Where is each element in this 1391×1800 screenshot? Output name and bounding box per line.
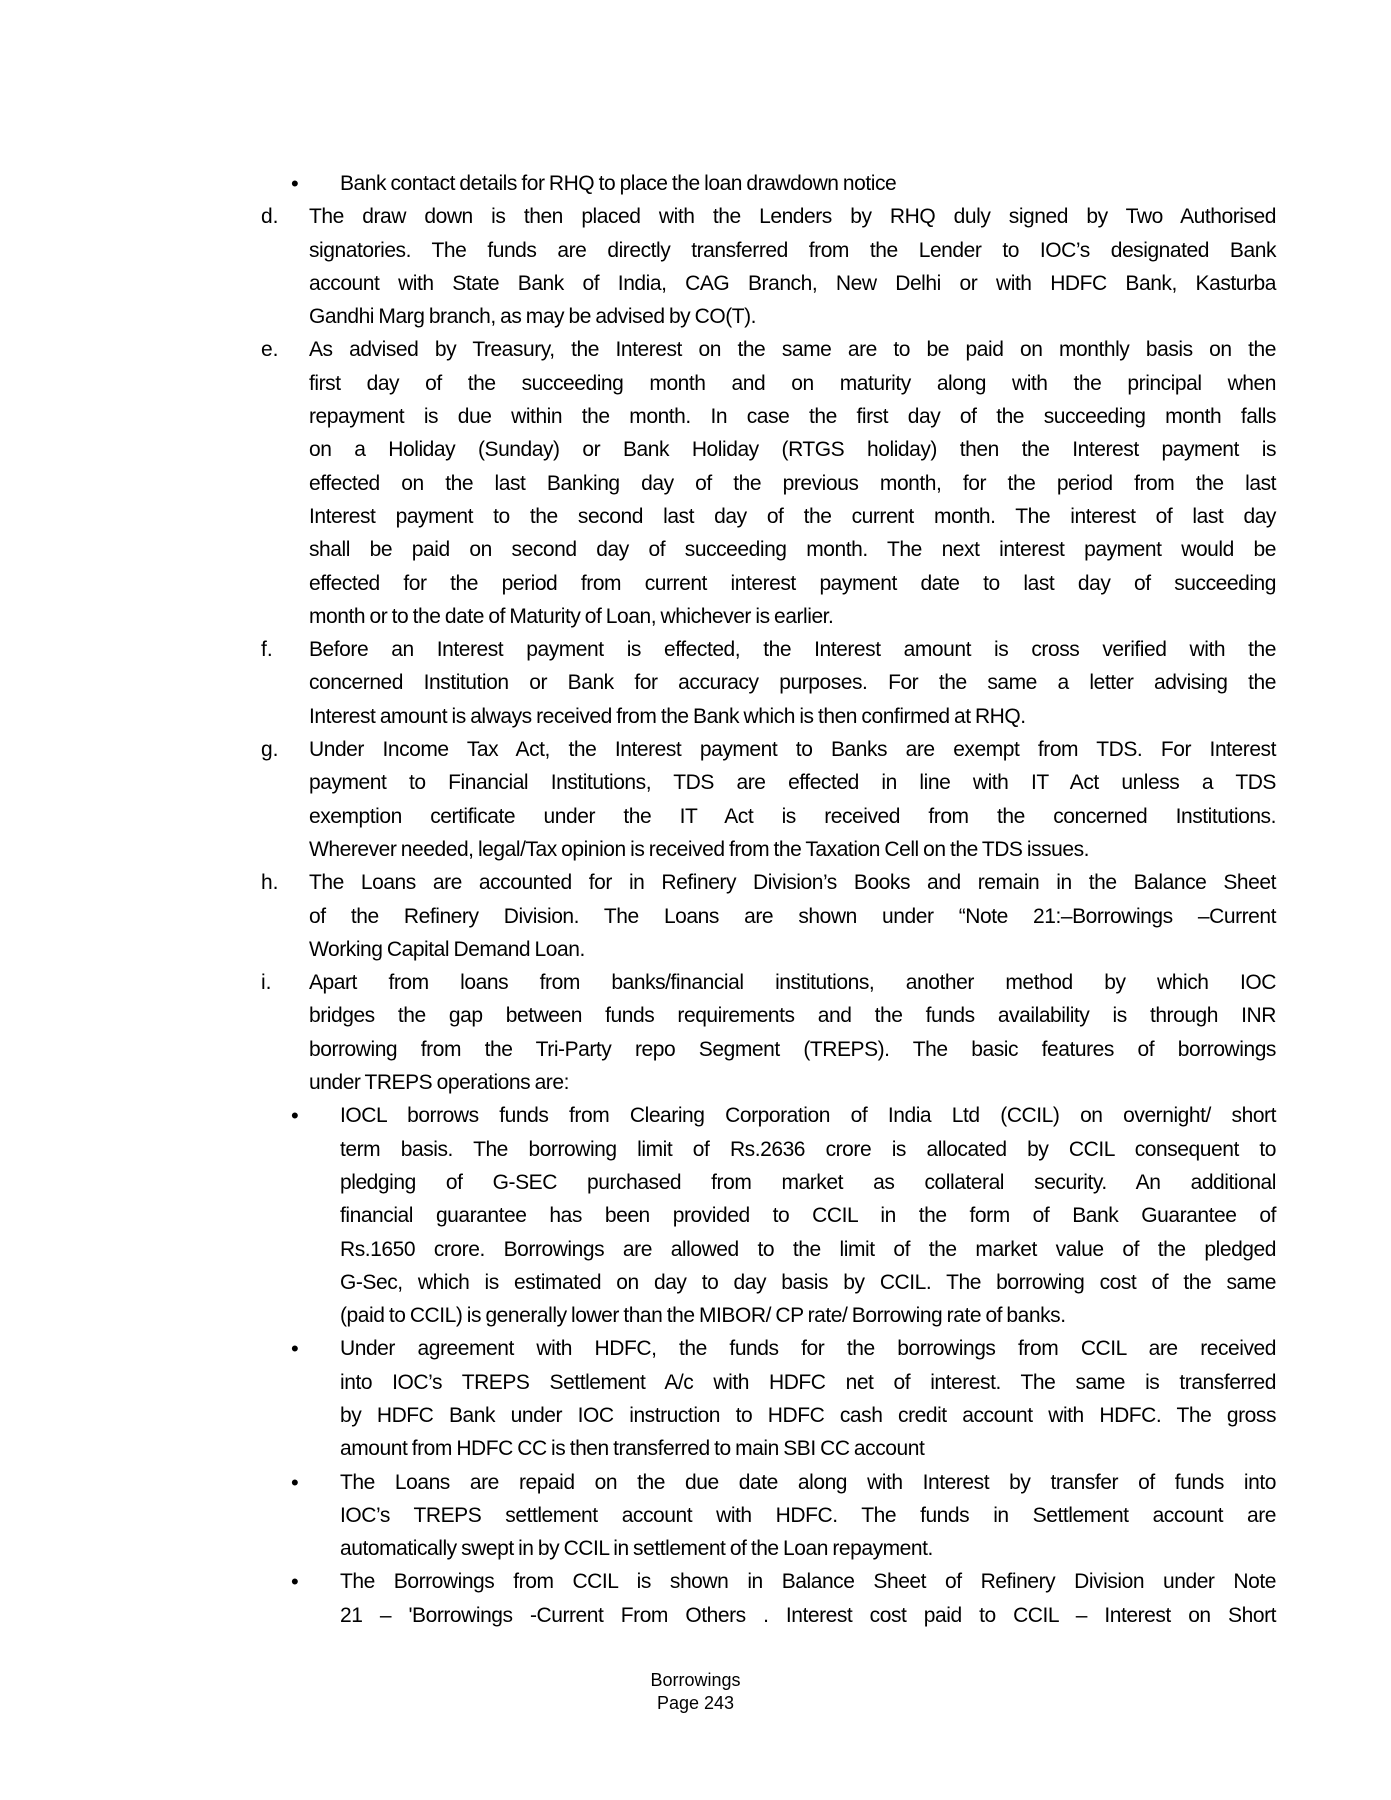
bullet-icon: • <box>291 1569 299 1595</box>
list-marker: f. <box>261 638 273 662</box>
text-line: repayment is due within the month. In case the first day of the succeeding month falls <box>309 405 1276 429</box>
text-line: effected for the period from current interest payment date to last day of succeeding <box>309 571 1276 595</box>
text-line: The draw down is then placed with the Lenders by RHQ duly signed by Two Authorised <box>309 205 1276 229</box>
text-line: The Loans are repaid on the due date along with Interest by transfer of funds into <box>340 1470 1276 1494</box>
paragraph-text <box>340 1565 1276 1632</box>
text-line: by HDFC Bank under IOC instruction to HDFC cash credit account with HDFC. The gross <box>340 1403 1276 1427</box>
bullet-list-item <box>0 1466 1391 1566</box>
text-line: amount from HDFC CC is then transferred to main SBI CC account <box>340 1437 925 1461</box>
text-line: bridges the gap between funds requirements and the funds availability is through INR <box>309 1004 1276 1028</box>
list-marker: e. <box>261 338 279 362</box>
text-line: pledging of G-SEC purchased from market as collateral security. An additional <box>340 1170 1276 1194</box>
text-line: month or to the date of Maturity of Loan, whichever is earlier. <box>309 604 834 628</box>
text-line: borrowing from the Tri-Party repo Segment (TREPS). The basic features of borrowings <box>309 1037 1276 1061</box>
text-line: concerned Institution or Bank for accuracy purposes. For the same a letter advising the <box>309 671 1276 695</box>
text-line: Apart from loans from banks/financial institutions, another method by which IOC <box>309 971 1276 995</box>
text-line: of the Refinery Division. The Loans are shown under “Note 21:–Borrowings –Current <box>309 904 1276 928</box>
text-line: financial guarantee has been provided to CCIL in the form of Bank Guarantee of <box>340 1204 1276 1228</box>
bullet-icon: • <box>291 1103 299 1129</box>
paragraph-text <box>309 333 1276 633</box>
text-line: Wherever needed, legal/Tax opinion is received from the Taxation Cell on the TDS issues. <box>309 837 1090 861</box>
bullet-list-item <box>0 1332 1391 1465</box>
list-marker: h. <box>261 871 279 895</box>
text-line: The Borrowings from CCIL is shown in Balance Sheet of Refinery Division under Note <box>340 1570 1276 1594</box>
lettered-list-item <box>0 966 1391 1099</box>
text-line: payment to Financial Institutions, TDS are effected in line with IT Act unless a TDS <box>309 771 1276 795</box>
text-line: account with State Bank of India, CAG Branch, New Delhi or with HDFC Bank, Kasturba <box>309 271 1276 295</box>
bullet-icon: • <box>291 1469 299 1495</box>
footer-section-title: Borrowings <box>650 1670 741 1690</box>
paragraph-text <box>309 966 1276 1099</box>
paragraph-text <box>309 200 1276 333</box>
text-line: Bank contact details for RHQ to place the loan drawdown notice <box>340 172 897 195</box>
text-line: The Loans are accounted for in Refinery Division’s Books and remain in the Balance Sheet <box>309 871 1276 895</box>
text-line: effected on the last Banking day of the previous month, for the period from the last <box>309 471 1276 495</box>
page-footer <box>0 1669 1391 1715</box>
paragraph-text <box>340 1466 1276 1566</box>
text-line: Gandhi Marg branch, as may be advised by CO(T). <box>309 305 757 329</box>
text-line: under TREPS operations are: <box>309 1071 569 1095</box>
paragraph-text <box>309 733 1276 866</box>
text-line: Interest amount is always received from the Bank which is then confirmed at RHQ. <box>309 704 1026 728</box>
lettered-list-item <box>0 200 1391 333</box>
lettered-list-item <box>0 866 1391 966</box>
text-line: first day of the succeeding month and on maturity along with the principal when <box>309 371 1276 395</box>
text-line: on a Holiday (Sunday) or Bank Holiday (RTGS holiday) then the Interest payment is <box>309 438 1276 462</box>
text-line: exemption certificate under the IT Act is received from the concerned Institutions. <box>309 804 1276 828</box>
text-line: Before an Interest payment is effected, the Interest amount is cross verified with the <box>309 638 1276 662</box>
text-line: shall be paid on second day of succeeding month. The next interest payment would be <box>309 538 1276 562</box>
bullet-list-item <box>0 1099 1391 1332</box>
paragraph-text <box>340 167 1276 200</box>
text-line: As advised by Treasury, the Interest on the same are to be paid on monthly basis on the <box>309 338 1276 362</box>
paragraph-text <box>309 633 1276 733</box>
lettered-list-item <box>0 633 1391 733</box>
bullet-icon: • <box>291 171 299 196</box>
paragraph-text <box>309 866 1276 966</box>
lettered-list-item <box>0 333 1391 633</box>
list-marker: d. <box>261 205 279 229</box>
list-marker: g. <box>261 738 279 762</box>
text-line: automatically swept in by CCIL in settlement of the Loan repayment. <box>340 1537 933 1561</box>
text-line: term basis. The borrowing limit of Rs.2636 crore is allocated by CCIL consequent to <box>340 1137 1276 1161</box>
paragraph-text <box>340 1099 1276 1332</box>
bullet-list-item <box>0 167 1391 200</box>
lettered-list-item <box>0 733 1391 866</box>
text-line: G-Sec, which is estimated on day to day basis by CCIL. The borrowing cost of the same <box>340 1270 1276 1294</box>
bullet-list-item <box>0 1565 1391 1632</box>
text-line: signatories. The funds are directly transferred from the Lender to IOC’s designated Bank <box>309 238 1276 262</box>
list-marker: i. <box>261 971 272 995</box>
document-body <box>0 167 1391 1632</box>
text-line: Under agreement with HDFC, the funds for the borrowings from CCIL are received <box>340 1337 1276 1361</box>
text-line: into IOC’s TREPS Settlement A/c with HDFC net of interest. The same is transferred <box>340 1370 1276 1394</box>
text-line: IOCL borrows funds from Clearing Corporation of India Ltd (CCIL) on overnight/ short <box>340 1104 1276 1128</box>
text-line: IOC’s TREPS settlement account with HDFC. The funds in Settlement account are <box>340 1503 1276 1527</box>
footer-page-number: Page 243 <box>656 1693 735 1713</box>
text-line: Rs.1650 crore. Borrowings are allowed to the limit of the market value of the pledged <box>340 1237 1276 1261</box>
text-line: 21 – 'Borrowings -Current From Others . Interest cost paid to CCIL – Interest on Short <box>340 1603 1276 1627</box>
text-line: Under Income Tax Act, the Interest payment to Banks are exempt from TDS. For Interest <box>309 738 1276 762</box>
bullet-icon: • <box>291 1336 299 1362</box>
paragraph-text <box>340 1332 1276 1465</box>
text-line: (paid to CCIL) is generally lower than the MIBOR/ CP rate/ Borrowing rate of banks. <box>340 1304 1066 1328</box>
text-line: Interest payment to the second last day of the current month. The interest of last day <box>309 504 1276 528</box>
text-line: Working Capital Demand Loan. <box>309 937 585 961</box>
